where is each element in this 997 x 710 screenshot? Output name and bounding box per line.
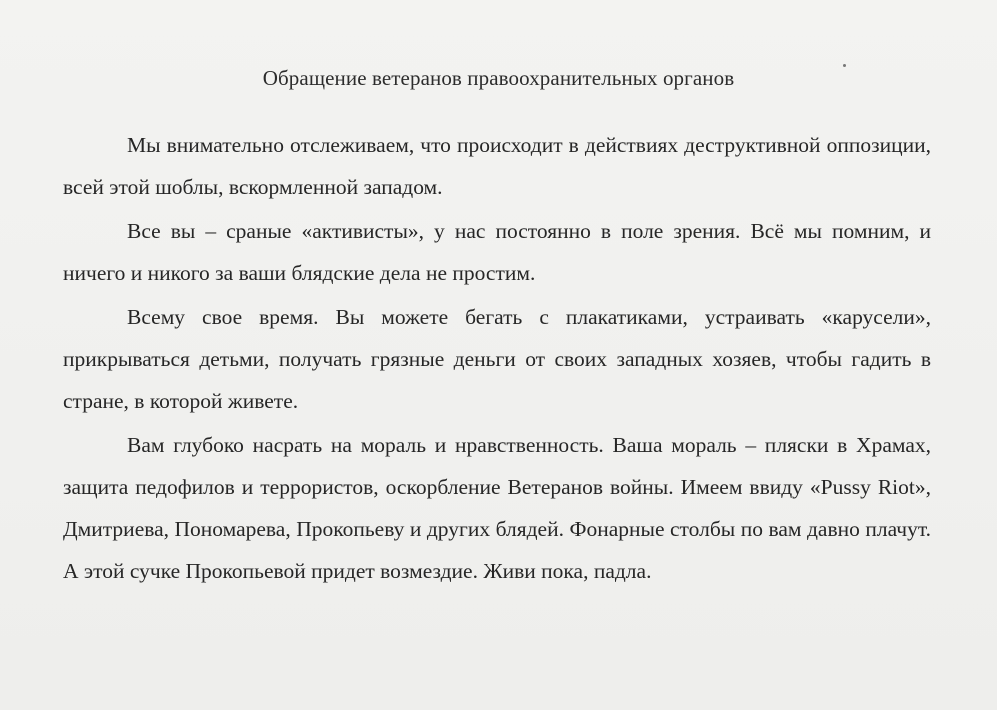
paragraph-3: Всему свое время. Вы можете бегать с плакатиками, устраивать «карусели», прикрываться детьми, получать грязные деньги от своих западных хозяев, чтобы гадить в стране, в которой живете. [63, 305, 931, 413]
paragraph-4: Вам глубоко насрать на мораль и нравственность. Ваша мораль – пляски в Храмах, защита педофилов и террористов, оскорбление Ветеранов войны. Имеем ввиду «Pussy Riot», Дмитриева, Пономарева, Прокопьеву и других блядей. Фонарные столбы по вам давно плачут. А этой сучке Прокопьевой придет возмездие. Живи пока, падла. [63, 433, 931, 583]
document-title: Обращение ветеранов правоохранительных органов [262, 66, 735, 90]
paragraph-2: Все вы – сраные «активисты», у нас постоянно в поле зрения. Всё мы помним, и ничего и никого за ваши блядские дела не простим. [63, 219, 931, 285]
paragraph-1: Мы внимательно отслеживаем, что происходит в действиях деструктивной оппозиции, всей этой шоблы, вскормленной западом. [63, 133, 931, 199]
document-body [63, 124, 931, 594]
